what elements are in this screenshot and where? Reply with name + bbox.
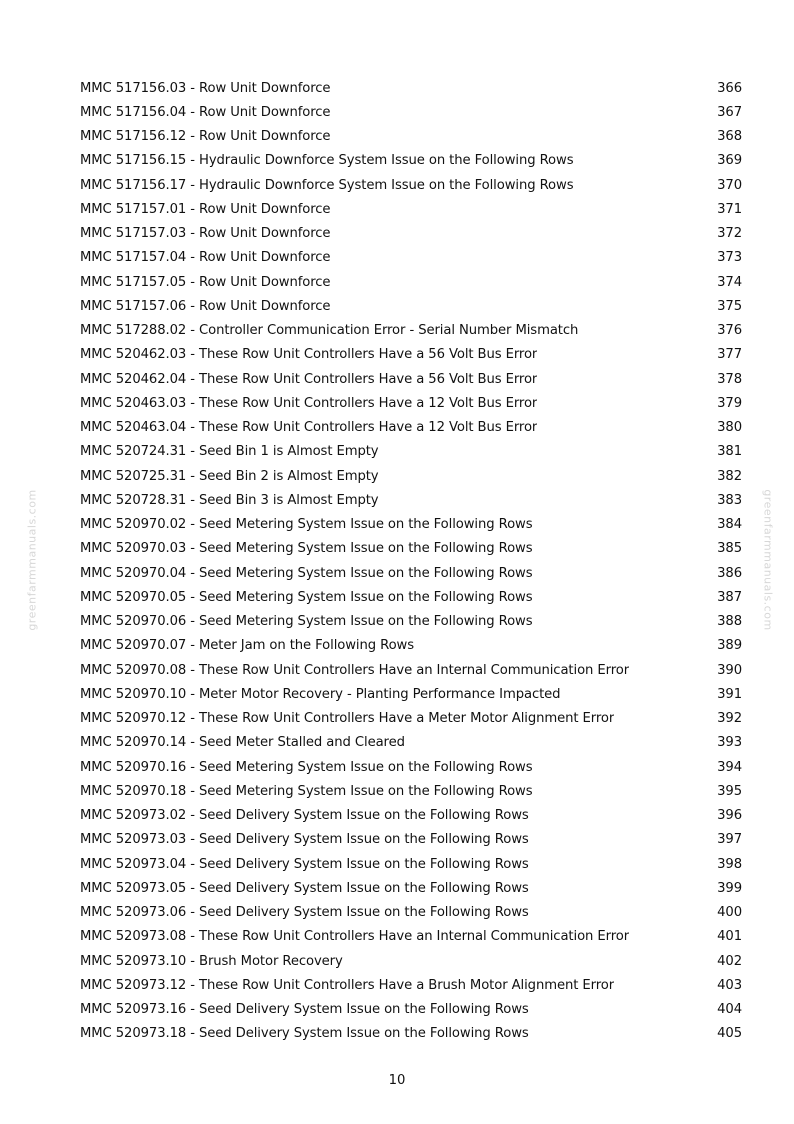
toc-entry-page-number[interactable]: 386	[717, 565, 742, 581]
toc-entry[interactable]	[80, 731, 742, 755]
toc-entry-page-number[interactable]: 366	[717, 80, 742, 96]
toc-entry-title[interactable]: MMC 520462.04 - These Row Unit Controllers Have a 56 Volt Bus Error	[80, 371, 538, 387]
toc-entry-page-number[interactable]: 402	[717, 953, 742, 969]
toc-entry-page-number[interactable]: 381	[717, 444, 742, 460]
toc-entry-page-number[interactable]: 395	[717, 783, 742, 799]
toc-entry-page-number[interactable]: 389	[717, 638, 742, 654]
toc-entry-title[interactable]: MMC 520973.05 - Seed Delivery System Issue on the Following Rows	[80, 880, 529, 896]
toc-entry[interactable]	[80, 76, 742, 100]
toc-entry[interactable]	[80, 125, 742, 149]
toc-entry-page-number[interactable]: 385	[717, 541, 742, 557]
toc-entry[interactable]	[80, 585, 742, 609]
toc-entry[interactable]	[80, 658, 742, 682]
toc-entry-title[interactable]: MMC 517156.04 - Row Unit Downforce	[80, 104, 331, 120]
toc-entry-title[interactable]: MMC 520462.03 - These Row Unit Controllers Have a 56 Volt Bus Error	[80, 347, 538, 363]
toc-entry[interactable]	[80, 416, 742, 440]
toc-entry-page-number[interactable]: 391	[717, 686, 742, 702]
toc-entry-title[interactable]: MMC 520463.03 - These Row Unit Controllers Have a 12 Volt Bus Error	[80, 395, 538, 411]
toc-entry[interactable]	[80, 973, 742, 997]
toc-entry[interactable]	[80, 537, 742, 561]
toc-entry-page-number[interactable]: 371	[717, 201, 742, 217]
toc-entry-title[interactable]: MMC 517157.01 - Row Unit Downforce	[80, 201, 331, 217]
toc-entry[interactable]	[80, 779, 742, 803]
toc-entry-title[interactable]: MMC 520970.06 - Seed Metering System Issue on the Following Rows	[80, 614, 533, 630]
toc-entry-page-number[interactable]: 404	[717, 1002, 742, 1018]
toc-entry-title[interactable]: MMC 517156.17 - Hydraulic Downforce System Issue on the Following Rows	[80, 177, 574, 193]
toc-entry-title[interactable]: MMC 520973.06 - Seed Delivery System Issue on the Following Rows	[80, 905, 529, 921]
toc-entry-title[interactable]: MMC 520970.08 - These Row Unit Controllers Have an Internal Communication Error	[80, 662, 630, 678]
toc-entry-title[interactable]: MMC 520970.12 - These Row Unit Controllers Have a Meter Motor Alignment Error	[80, 711, 615, 727]
toc-entry[interactable]	[80, 925, 742, 949]
toc-entry-page-number[interactable]: 373	[717, 250, 742, 266]
toc-entry-page-number[interactable]: 370	[717, 177, 742, 193]
toc-entry[interactable]	[80, 464, 742, 488]
toc-entry[interactable]	[80, 804, 742, 828]
toc-entry-title[interactable]: MMC 520970.10 - Meter Motor Recovery - Planting Performance Impacted	[80, 686, 561, 702]
toc-entry-page-number[interactable]: 374	[717, 274, 742, 290]
toc-entry-title[interactable]: MMC 520463.04 - These Row Unit Controllers Have a 12 Volt Bus Error	[80, 420, 538, 436]
toc-entry-page-number[interactable]: 377	[717, 347, 742, 363]
toc-entry-title[interactable]: MMC 517156.15 - Hydraulic Downforce System Issue on the Following Rows	[80, 153, 574, 169]
toc-entry[interactable]	[80, 149, 742, 173]
toc-entry-title[interactable]: MMC 520970.16 - Seed Metering System Issue on the Following Rows	[80, 759, 533, 775]
toc-entry[interactable]	[80, 949, 742, 973]
toc-entry-title[interactable]: MMC 520970.14 - Seed Meter Stalled and Cleared	[80, 735, 405, 751]
toc-entry-page-number[interactable]: 398	[717, 856, 742, 872]
watermark-left: greenfarmmanuals.com	[25, 489, 39, 631]
toc-entry[interactable]	[80, 270, 742, 294]
toc-entry[interactable]	[80, 707, 742, 731]
toc-entry-title[interactable]: MMC 517288.02 - Controller Communication Error - Serial Number Mismatch	[80, 323, 579, 339]
toc-entry[interactable]	[80, 343, 742, 367]
toc-entry-page-number[interactable]: 372	[717, 226, 742, 242]
toc-entry-title[interactable]: MMC 520973.02 - Seed Delivery System Issue on the Following Rows	[80, 808, 529, 824]
toc-entry[interactable]	[80, 513, 742, 537]
toc-entry[interactable]	[80, 222, 742, 246]
toc-entry-page-number[interactable]: 400	[717, 905, 742, 921]
toc-entry[interactable]	[80, 488, 742, 512]
toc-entry[interactable]	[80, 246, 742, 270]
toc-entry-title[interactable]: MMC 520970.02 - Seed Metering System Issue on the Following Rows	[80, 517, 533, 533]
toc-entry-page-number[interactable]: 392	[717, 711, 742, 727]
toc-entry-title[interactable]: MMC 520973.10 - Brush Motor Recovery	[80, 953, 343, 969]
toc-entry-title[interactable]: MMC 517157.03 - Row Unit Downforce	[80, 226, 331, 242]
table-of-contents	[80, 76, 742, 1046]
toc-entry-page-number[interactable]: 393	[717, 735, 742, 751]
toc-entry[interactable]	[80, 876, 742, 900]
toc-entry-page-number[interactable]: 403	[717, 977, 742, 993]
toc-entry-title[interactable]: MMC 520725.31 - Seed Bin 2 is Almost Empty	[80, 468, 379, 484]
toc-entry-title[interactable]: MMC 520970.03 - Seed Metering System Issue on the Following Rows	[80, 541, 533, 557]
toc-entry-title[interactable]: MMC 520973.03 - Seed Delivery System Issue on the Following Rows	[80, 832, 529, 848]
toc-entry-title[interactable]: MMC 517156.12 - Row Unit Downforce	[80, 129, 331, 145]
toc-entry-page-number[interactable]: 394	[717, 759, 742, 775]
toc-entry[interactable]	[80, 440, 742, 464]
page-number: 10	[388, 1073, 406, 1088]
toc-entry-title[interactable]: MMC 517156.03 - Row Unit Downforce	[80, 80, 331, 96]
toc-entry-title[interactable]: MMC 517157.06 - Row Unit Downforce	[80, 298, 331, 314]
toc-entry-page-number[interactable]: 379	[717, 395, 742, 411]
toc-entry-page-number[interactable]: 369	[717, 153, 742, 169]
toc-entry[interactable]	[80, 682, 742, 706]
toc-entry[interactable]	[80, 197, 742, 221]
toc-entry-title[interactable]: MMC 520970.18 - Seed Metering System Issue on the Following Rows	[80, 783, 533, 799]
toc-entry[interactable]	[80, 755, 742, 779]
toc-entry-title[interactable]: MMC 520970.04 - Seed Metering System Issue on the Following Rows	[80, 565, 533, 581]
toc-entry-page-number[interactable]: 387	[717, 589, 742, 605]
toc-entry-page-number[interactable]: 397	[717, 832, 742, 848]
toc-entry[interactable]	[80, 319, 742, 343]
toc-entry-title[interactable]: MMC 520970.07 - Meter Jam on the Following Rows	[80, 638, 415, 654]
toc-entry-page-number[interactable]: 380	[717, 420, 742, 436]
toc-entry-page-number[interactable]: 382	[717, 468, 742, 484]
toc-entry[interactable]	[80, 828, 742, 852]
toc-entry-page-number[interactable]: 376	[717, 323, 742, 339]
toc-entry-page-number[interactable]: 384	[717, 517, 742, 533]
toc-entry-title[interactable]: MMC 520728.31 - Seed Bin 3 is Almost Empty	[80, 492, 379, 508]
toc-entry-title[interactable]: MMC 520973.16 - Seed Delivery System Issue on the Following Rows	[80, 1002, 529, 1018]
toc-entry-page-number[interactable]: 390	[717, 662, 742, 678]
toc-entry[interactable]	[80, 173, 742, 197]
toc-entry-title[interactable]: MMC 520724.31 - Seed Bin 1 is Almost Empty	[80, 444, 379, 460]
toc-entry-title[interactable]: MMC 517157.04 - Row Unit Downforce	[80, 250, 331, 266]
toc-entry[interactable]	[80, 1022, 742, 1046]
toc-entry[interactable]	[80, 561, 742, 585]
toc-entry-page-number[interactable]: 367	[717, 104, 742, 120]
toc-entry-title[interactable]: MMC 520970.05 - Seed Metering System Issue on the Following Rows	[80, 589, 533, 605]
toc-entry[interactable]	[80, 391, 742, 415]
toc-entry-title[interactable]: MMC 517157.05 - Row Unit Downforce	[80, 274, 331, 290]
toc-entry-page-number[interactable]: 375	[717, 298, 742, 314]
toc-entry[interactable]	[80, 901, 742, 925]
toc-entry[interactable]	[80, 852, 742, 876]
toc-entry[interactable]	[80, 100, 742, 124]
watermark-right: greenfarmmanuals.com	[761, 489, 775, 631]
toc-entry-page-number[interactable]: 399	[717, 880, 742, 896]
toc-entry[interactable]	[80, 367, 742, 391]
toc-entry-page-number[interactable]: 383	[717, 492, 742, 508]
toc-entry-title[interactable]: MMC 520973.04 - Seed Delivery System Issue on the Following Rows	[80, 856, 529, 872]
toc-entry-page-number[interactable]: 405	[717, 1026, 742, 1042]
toc-entry-page-number[interactable]: 388	[717, 614, 742, 630]
toc-entry-page-number[interactable]: 396	[717, 808, 742, 824]
toc-entry-title[interactable]: MMC 520973.12 - These Row Unit Controllers Have a Brush Motor Alignment Error	[80, 977, 615, 993]
toc-entry-title[interactable]: MMC 520973.18 - Seed Delivery System Issue on the Following Rows	[80, 1026, 529, 1042]
toc-entry-title[interactable]: MMC 520973.08 - These Row Unit Controllers Have an Internal Communication Error	[80, 929, 630, 945]
toc-entry[interactable]	[80, 294, 742, 318]
toc-entry-page-number[interactable]: 368	[717, 129, 742, 145]
toc-entry-page-number[interactable]: 401	[717, 929, 742, 945]
toc-entry[interactable]	[80, 610, 742, 634]
toc-entry[interactable]	[80, 634, 742, 658]
toc-entry[interactable]	[80, 998, 742, 1022]
toc-entry-page-number[interactable]: 378	[717, 371, 742, 387]
